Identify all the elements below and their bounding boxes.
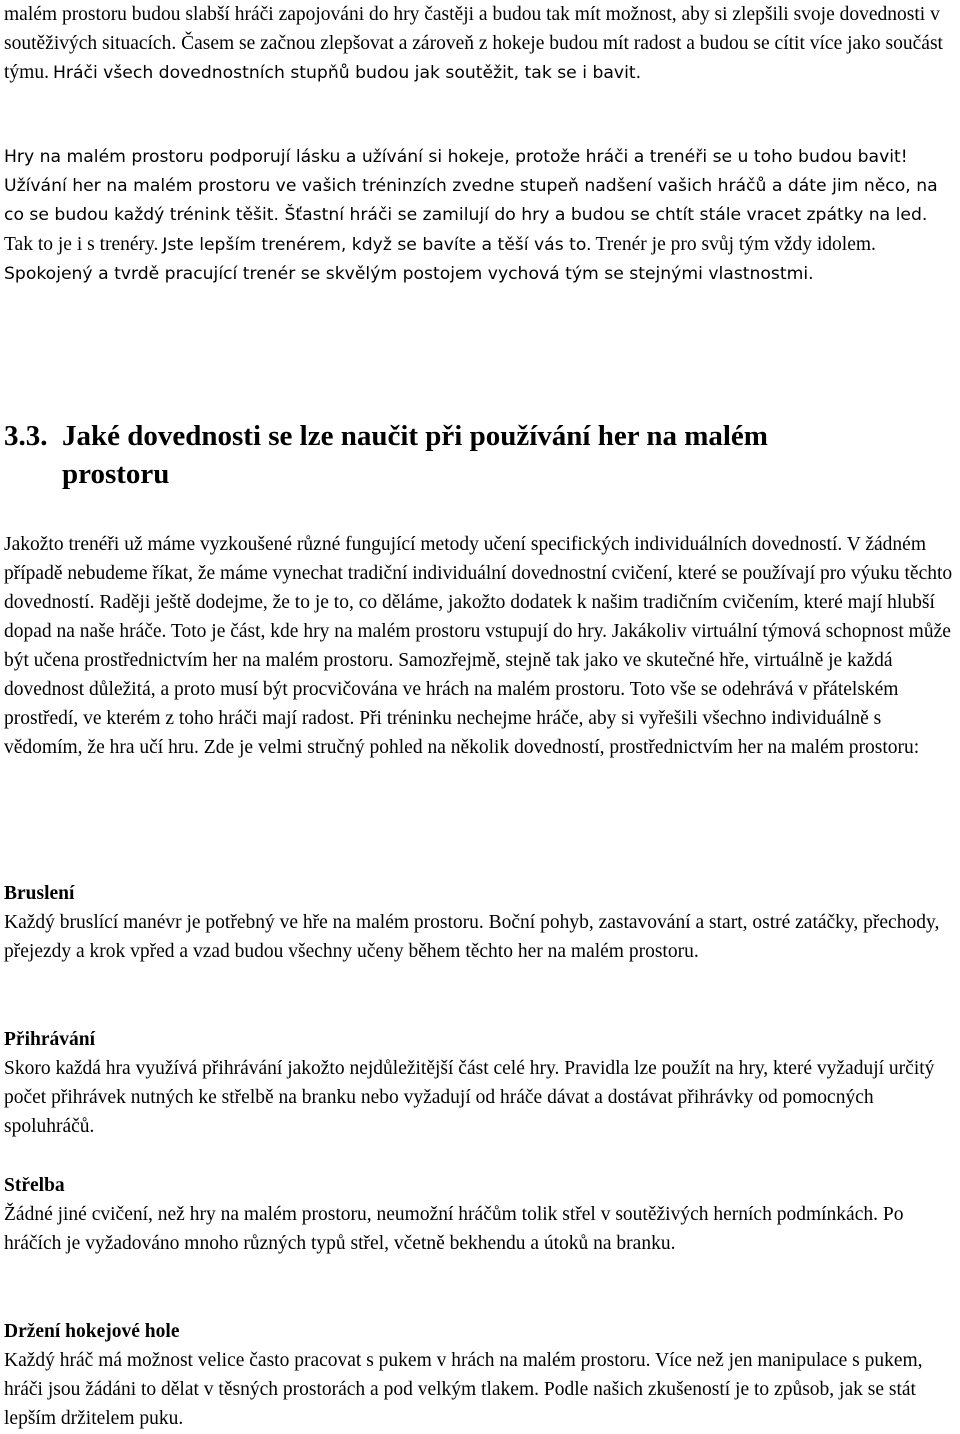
paragraph-serif-text: malém prostoru budou slabší hráči zapojováni do hry častěji a budou tak mít možnost, aby si zlepšili svoje dovednosti v soutěživých situacích. Časem se začnou zlepšovat a zároveň z hokeje budou mít radost a budou se cítit více jako součást týmu.	[4, 4, 943, 83]
paragraph-sans-text: Jste lepším trenérem, když se bavíte a těší vás to.	[162, 235, 592, 255]
paragraph-sans-text: Hry na malém prostoru podporují lásku a užívání si hokeje, protože hráči a trenéři se u toho budou bavit! Užívání her na malém prostoru ve vašich tréninzích zvedne stupeň nadšení vašich hráčů a dáte jim něco, na co se budou každý trénink těšit. Šťastní hráči se zamilují do hry a budou se chtít stále vracet zpátky na led.	[4, 147, 938, 225]
section-title-line2: prostoru	[62, 458, 170, 490]
subsection-skating	[4, 879, 954, 966]
subsection-text: Skoro každá hra využívá přihrávání jakožto nejdůležitější část celé hry. Pravidla lze použít na hry, které vyžadují určitý počet přihrávek nutných ke střelbě na branku nebo vyžadují od hráče dávat a dostávat přihrávky od pomocných spoluhráčů.	[4, 1058, 935, 1137]
paragraph-intro-continuation	[4, 0, 954, 88]
subsection-text: Žádné jiné cvičení, než hry na malém prostoru, neumožní hráčům tolik střel v soutěživých herních podmínkách. Po hráčích je vyžadováno mnoho různých typů střel, včetně bekhendu a útoků na branku.	[4, 1204, 904, 1254]
paragraph-love-of-hockey	[4, 143, 954, 289]
section-number: 3.3.	[4, 420, 48, 452]
paragraph-sans-text: Spokojený a tvrdě pracující trenér se skvělým postojem vychová tým se stejnými vlastnostmi.	[4, 264, 814, 284]
section-heading	[4, 417, 954, 493]
paragraph-serif-text: Tak to je i s trenéry.	[4, 234, 159, 255]
subsection-text: Každý bruslící manévr je potřebný ve hře na malém prostoru. Boční pohyb, zastavování a start, ostré zatáčky, přechody, přejezdy a krok vpřed a vzad budou všechny učeny během těchto her na malém prostoru.	[4, 912, 940, 962]
subsection-title: Střelba	[4, 1175, 65, 1196]
subsection-title: Přihrávání	[4, 1029, 95, 1050]
paragraph-serif-text: Trenér je pro svůj tým vždy idolem.	[595, 234, 876, 255]
paragraph-sans-text: Hráči všech dovednostních stupňů budou jak soutěžit, tak se i bavit.	[52, 63, 642, 83]
subsection-shooting	[4, 1171, 954, 1258]
subsection-title: Držení hokejové hole	[4, 1321, 180, 1342]
section-intro-paragraph: Jakožto trenéři už máme vyzkoušené různé fungující metody učení specifických individuálních dovedností. V žádném případě nebudeme říkat, že máme vynechat tradiční individuální dovednostní cvičení, které se používají pro výuku těchto dovedností. Raději ještě dodejme, že to je to, co děláme, jakožto dodatek k našim tradičním cvičením, které mají hlubší dopad na naše hráče. Toto je část, kde hry na malém prostoru vstupují do hry. Jakákoliv virtuální týmová schopnost může být učena prostřednictvím her na malém prostoru. Samozřejmě, stejně tak jako ve skutečné hře, virtuálně je každá dovednost důležitá, a proto musí být procvičována ve hrách na malém prostoru. Toto vše se odehrává v přátelském prostředí, ve kterém z toho hráči mají radost. Při tréninku nechejme hráče, aby si vyřešili všechno individuálně s vědomím, že hra učí hru. Zde je velmi stručný pohled na několik dovedností, prostřednictvím her na malém prostoru:	[4, 534, 953, 758]
subsection-passing	[4, 1025, 954, 1141]
subsection-title: Bruslení	[4, 883, 75, 904]
subsection-stick-handling	[4, 1317, 954, 1433]
section-title-line1: Jaké dovednosti se lze naučit při používání her na malém	[62, 420, 768, 452]
subsection-text: Každý hráč má možnost velice často pracovat s pukem v hrách na malém prostoru. Více než jen manipulace s pukem, hráči jsou žádáni to dělat v těsných prostorách a pod velkým tlakem. Podle našich zkušeností je to způsob, jak se stát lepším držitelem puku.	[4, 1350, 923, 1429]
